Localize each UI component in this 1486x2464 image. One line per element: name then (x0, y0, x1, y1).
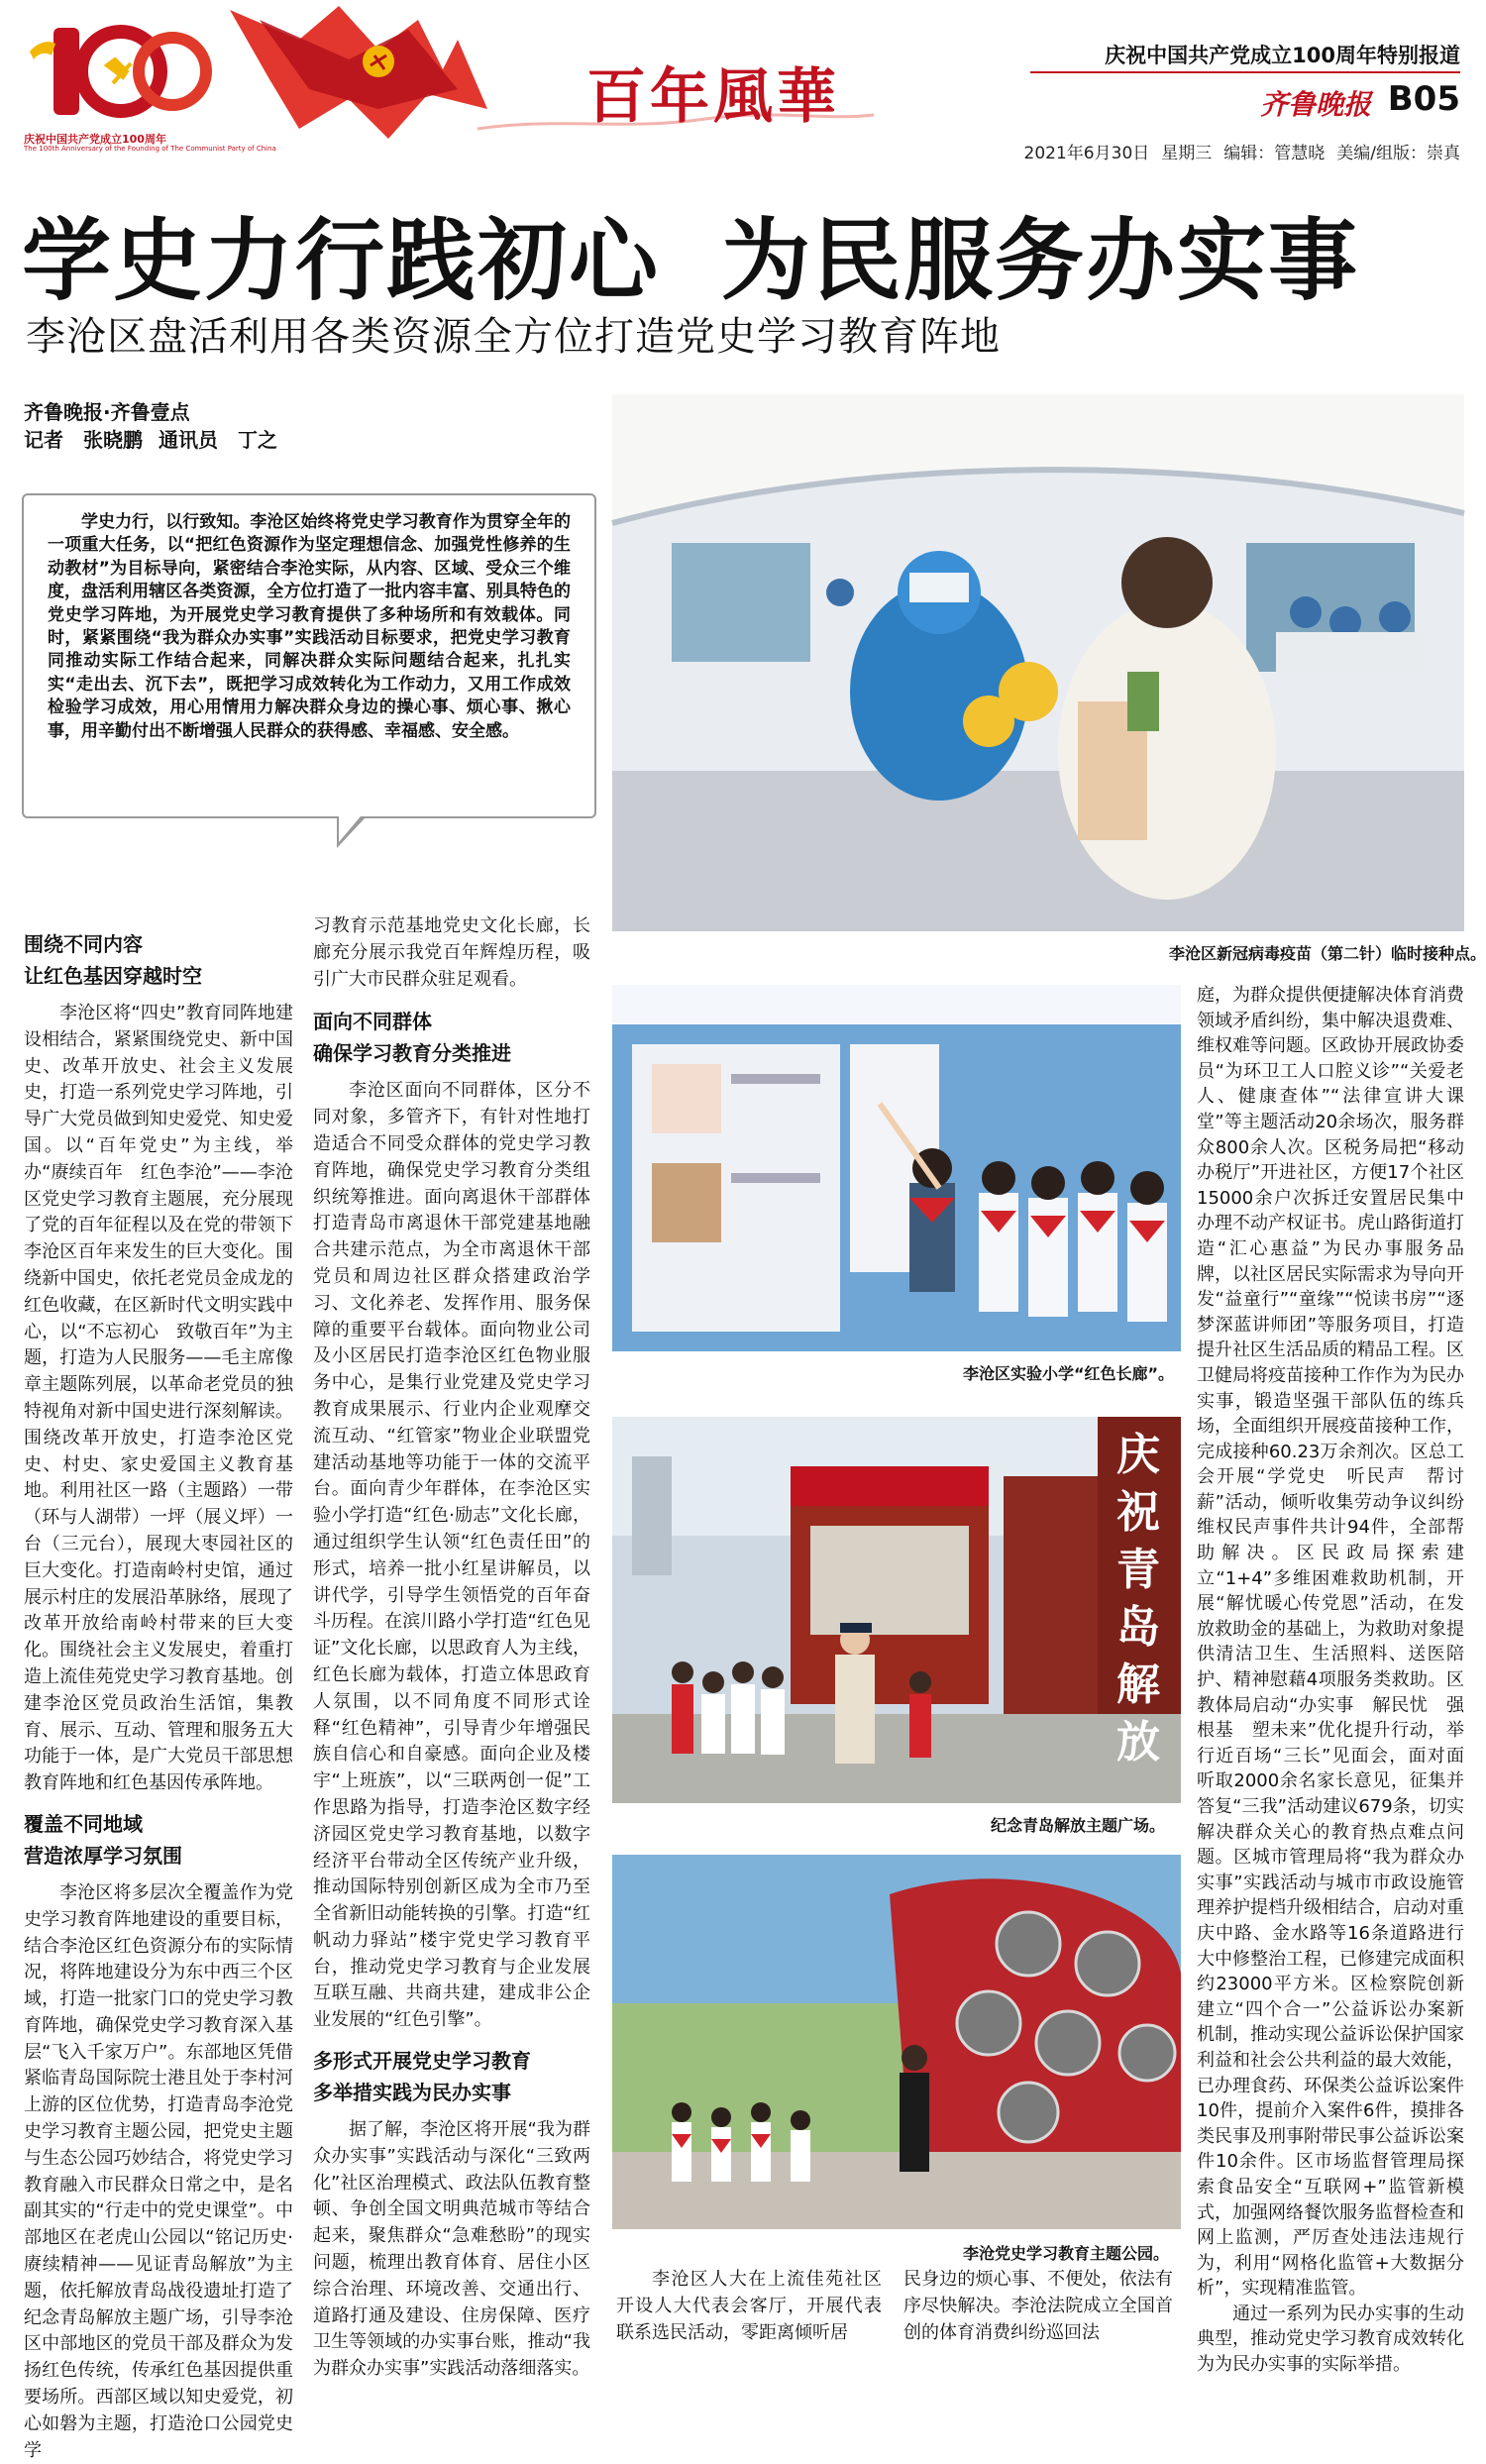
vaccination-photo-illustration (612, 394, 1464, 931)
byline-reporters (24, 424, 293, 453)
photo-caption-theme-park: 李沧党史学习教育主题公园。 (963, 2244, 1170, 2263)
section-heading-1b: 让红色基因穿越时空 (24, 964, 202, 988)
page-number: B05 (1387, 79, 1460, 119)
body-paragraph-continued: 庭，为群众提供便捷解决体育消费领域矛盾纠纷，集中解决退费难、维权难等问题。区政协开展政协委员“为环卫工人口腔义诊”“关爱老人、健康查体”“法律宣讲大课堂”等主题活动20余场次，服务群众800余人次。区税务局把“移动办税厅”开进社区，方便17个社区15000余户次拆迁安置居民集中办理不动产权证书。虎山路街道打造“汇心惠益”为民办事服务品牌，以社区居民实际需求为导向开发“益童行”“童缘”“悦读书房”“逐梦深蓝讲师团”等服务项目，打造提升社区生活品质的精品工程。区卫健局将疫苗接种工作作为为民办实事，锻造坚强干部队伍的练兵场，全面组织开展疫苗接种工作，完成接种60.23万余剂次。区总工会开展“学党史 听民声 帮讨薪”活动，倾听收集劳动争议纠纷维权民声事件共计94件，全部帮助解决。区民政局探索建立“1+4”多维困难救助机制，开展“解忧暖心传党恩”活动，在发放救助金的基础上，为救助对象提供清洁卫生、生活照料、送医陪护、精神慰藉4项服务类救助。区教体局启动“办实事 解民忧 强根基 塑未来”优化提升行动，举行近百场“三长”见面会，面对面听取2000余名家长意见，征集并答复“三我”活动建议679条，切实解决群众关心的教育热点难点问题。区城市管理局将“我为群众办实事”实践活动与城市市政设施管理养护提档升级相结合，启动对重庆中路、金水路等16条道路进行大中修整治工程，已修建完成面积约23000平方米。区检察院创新建立“四个合一”公益诉讼办案新机制，推动实现公益诉讼保护国家利益和社会公共利益的最大效能，已办理食药、环保类公益诉讼案件10件，提前介入案件6件，摸排各类民事及刑事附带民事公益诉讼案件10余件。区市场监督管理局探索食品安全“互联网+”监管新模式，加强网络餐饮服务监督检查和网上监测，严厉查处违法违规行为，利用“网格化监管+大数据分析”，实现精准监管。 (1197, 985, 1464, 2300)
special-report-label: 庆祝中国共产党成立100周年特别报道 (1105, 44, 1460, 67)
body-paragraph: 李沧区人大在上流佳苑社区开设人大代表会客厅，开展代表联系选民活动，零距离倾听居 (616, 2269, 882, 2343)
section-heading-4a: 多形式开展党史学习教育 (313, 2049, 531, 2074)
photo-liberation-square (612, 1417, 1181, 1803)
article-column-5 (1197, 983, 1464, 2378)
logo-caption-en: The 100th Anniversary of the Founding of The Communist Party of China (24, 145, 276, 153)
liberation-square-photo-illustration (612, 1417, 1181, 1803)
body-paragraph: 李沧区将“四史”教育同阵地建设相结合，紧紧围绕党史、新中国史、改革开放史、社会主义发展史，打造一系列党史学习阵地，引导广大党员做到知史爱党、知史爱国。以“百年党史”为主线，举办“赓续百年 红色李沧”——李沧区党史学习教育主题展，充分展现了党的百年征程以及在党的带领下李沧区百年来发生的巨大变化。围绕新中国史，依托老党员金成龙的红色收藏，在区新时代文明实践中心，以“不忘初心 致敬百年”为主题，打造为人民服务——毛主席像章主题陈列展，以革命老党员的独特视角对新中国史进行深刻解读。围绕改革开放史，打造李沧区党史、村史、家史爱国主义教育基地。利用社区一路（主题路）一带（环与人湖带）一坪（展义坪）一台（三元台），展现大枣园社区的巨大变化。打造南岭村史馆，通过展示村庄的发展沿革脉络，展现了改革开放给南岭村带来的巨大变化。围绕社会主义发展史，着重打造上流佳苑党史学习教育基地。创建李沧区党员政治生活馆，集教育、展示、互动、管理和服务五大功能于一体，是广大党员干部思想教育阵地和红色基因传承阵地。 (24, 1003, 293, 1794)
section-heading-3a: 面向不同群体 (313, 1010, 432, 1034)
lead-paragraph: 学史力行，以行致知。李沧区始终将党史学习教育作为贯穿全年的一项重大任务，以“把红色资源作为坚定理想信念、加强党性修养的生动教材”为目标导向，紧密结合李沧实际，从内容、区域、受众三个维度，盘活利用辖区各类资源，全方位打造了一批内容丰富、别具特色的党史学习阵地，为开展党史学习教育提供了多种场所和有效载体。同时，紧紧围绕“我为群众办实事”实践活动目标要求，把党史学习教育同推动实际工作结合起来，同解决群众实际问题结合起来，扎扎实实“走出去、沉下去”，既把学习成效转化为工作动力，又用工作成效检验学习成效，用心用情用力解决群众身边的操心事、烦心事、揪心事，用辛勤付出不断增强人民群众的获得感、幸福感、安全感。 (48, 512, 571, 741)
article-column-1 (24, 921, 293, 2464)
section-heading-3b: 确保学习教育分类推进 (313, 1041, 511, 1066)
layout-editor: 美编/组版：崇真 (1336, 144, 1460, 163)
weekday: 星期三 (1161, 144, 1213, 163)
centenary-logo (24, 22, 276, 159)
photo-caption-vaccination: 李沧区新冠病毒疫苗（第二针）临时接种点。 (1169, 944, 1486, 963)
editor: 编辑：管慧晓 (1223, 144, 1326, 163)
dateline (1024, 139, 1460, 163)
article-column-3 (616, 2267, 882, 2346)
issue-date: 2021年6月30日 (1023, 144, 1150, 163)
section-heading-4b: 多举措实践为民办实事 (313, 2081, 511, 2105)
photo-caption-liberation-square: 纪念青岛解放主题广场。 (991, 1816, 1166, 1835)
article-column-2 (313, 913, 590, 2383)
section-heading-2b: 营造浓厚学习氛围 (24, 1843, 182, 1868)
photo-vaccination-site (612, 394, 1464, 931)
banner-title: 百年風華 (586, 62, 840, 132)
body-paragraph: 据了解，李沧区将开展“我为群众办实事”实践活动与深化“三致两化”社区治理模式、政法队伍教育整顿、争创全国文明典范城市等结合起来，聚焦群众“急难愁盼”的现实问题，梳理出教育体育、居住小区综合治理、环境改善、交通出行、道路打通及建设、住房保障、医疗卫生等领域的办实事台账，推动“我为群众办实事”实践活动落细落实。 (313, 2119, 590, 2380)
byline-correspondent: 通讯员 丁之 (159, 428, 277, 452)
lead-box (22, 493, 596, 818)
headline-part-1: 学史力行践初心 (22, 209, 660, 313)
body-paragraph: 李沧区将多层次全覆盖作为党史学习教育阵地建设的重要目标，结合李沧区红色资源分布的实际情况，将阵地建设分为东中西三个区域，打造一批家门口的党史学习教育阵地，确保党史学习教育深入基层“飞入千家万户”。东部地区凭借紧临青岛国际院士港且处于李村河上游的区位优势，打造青岛李沧党史学习教育主题公园，把党史主题与生态公园巧妙结合，将党史学习教育融入市民群众日常之中，是名副其实的“行走中的党史课堂”。中部地区在老虎山公园以“铭记历史·赓续精神——见证青岛解放”为主题，依托解放青岛战役遗址打造了纪念青岛解放主题广场，引导李沧区中部地区的党员干部及群众为发扬红色传统，传承红色基因提供重要场所。西部区域以知史爱党，初心如磐为主题，打造沧口公园党史学 (24, 1881, 293, 2461)
photo-theme-park (612, 1855, 1181, 2229)
byline-source: 齐鲁晚报·齐鲁壹点 (24, 400, 190, 424)
photo-caption-red-corridor: 李沧区实验小学“红色长廊”。 (963, 1364, 1175, 1383)
section-heading-1a: 围绕不同内容 (24, 932, 143, 956)
article-column-4 (903, 2267, 1173, 2346)
subheadline: 李沧区盘活利用各类资源全方位打造党史学习教育阵地 (26, 314, 1001, 360)
body-paragraph: 李沧区面向不同群体，区分不同对象，多管齐下，有针对性地打造适合不同受众群体的党史学习教育阵地，确保党史学习教育分类组织统筹推进。面向离退休干部群体打造青岛市离退休干部党建基地融合共建示范点，为全市离退休干部党员和周边社区群众搭建政治学习、文化养老、发挥作用、服务保障的重要平台载体。面向物业公司及小区居民打造李沧区红色物业服务中心，是集行业党建及党史学习教育成果展示、行业内企业观摩交流互动、“红管家”物业企业联盟党建活动基地等功能于一体的交流平台。面向青少年群体，在李沧区实验小学打造“红色·励志”文化长廊，通过组织学生认领“红色责任田”的形式，培养一批小红星讲解员，以讲代学，引导学生领悟党的百年奋斗历程。在滨川路小学打造“红色见证”文化长廊，以思政育人为主线，红色长廊为载体，打造立体思政育人氛围，以不同角度不同形式诠释“红色精神”，引导青少年增强民族自信心和自豪感。面向企业及楼宇“上班族”，以“三联两创一促”工作思路为指导，打造李沧区数字经济园区党史学习教育基地，以数字经济平台带动全区传统产业升级，推动国际特别创新区成为全市乃至全省新旧动能转换的引擎。打造“红帆动力驿站”楼宇党史学习教育平台，推动党史学习教育与企业发展互联互融、共商共建，建成非公企业发展的“红色引擎”。 (313, 1080, 590, 2031)
liberation-sign-text: 庆祝青岛解放 (1116, 1430, 1160, 1768)
red-corridor-photo-illustration (612, 985, 1181, 1351)
logo-caption: 庆祝中国共产党成立100周年 (24, 133, 166, 146)
party-100-emblem (24, 22, 212, 121)
body-paragraph-continued: 民身边的烦心事、不便处，依法有序尽快解决。李沧法院成立全国首创的体育消费纠纷巡回法 (903, 2269, 1173, 2343)
body-paragraph-continued: 习教育示范基地党史文化长廊，长廊充分展示我党百年辉煌历程，吸引广大市民群众驻足观看。 (313, 915, 590, 990)
headline-part-2: 为民服务办实事 (721, 209, 1359, 313)
banner-ribbon (230, 0, 958, 161)
photo-red-corridor (612, 985, 1181, 1351)
body-paragraph: 通过一系列为民办实事的生动典型，推动党史学习教育成效转化为为民办实事的实际举措。 (1197, 2303, 1464, 2376)
theme-park-photo-illustration (612, 1855, 1181, 2229)
header-rule (1030, 71, 1460, 73)
newspaper-name: 齐鲁晚报 (1260, 88, 1372, 121)
section-heading-2a: 覆盖不同地域 (24, 1811, 143, 1836)
byline-reporter: 记者 张晓鹏 (24, 428, 143, 452)
headline (22, 188, 1359, 317)
